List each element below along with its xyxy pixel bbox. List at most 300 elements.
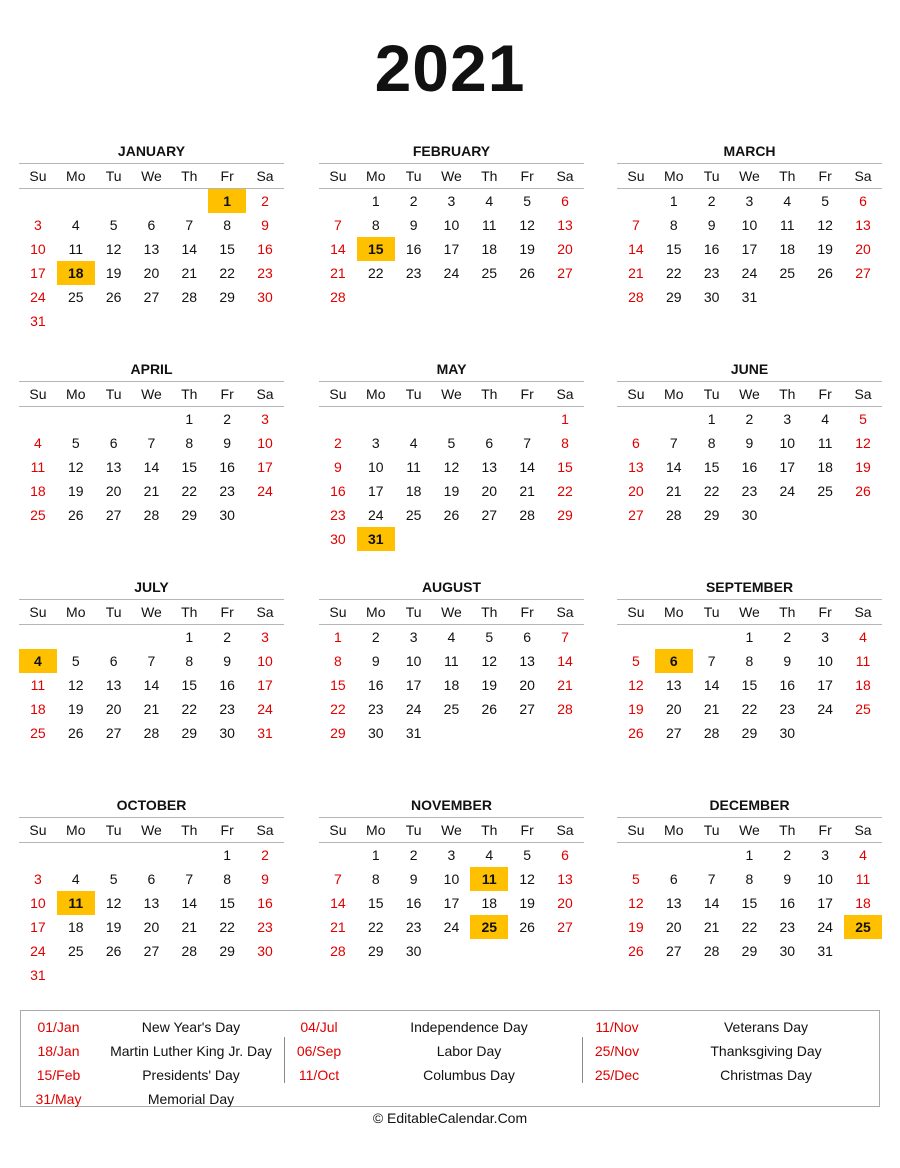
day-cell: 10 xyxy=(443,217,460,233)
day-cell: 1 xyxy=(223,847,232,863)
day-cell: 13 xyxy=(628,459,644,475)
day-cell: 28 xyxy=(330,943,346,959)
empty-cell xyxy=(546,527,584,551)
day-cell: 12 xyxy=(519,217,535,233)
day-cell: 15 xyxy=(703,459,720,475)
day-cell: 9 xyxy=(261,217,269,233)
day-cell: 22 xyxy=(557,483,573,499)
day-cell: 5 xyxy=(71,653,80,669)
day-cell: 8 xyxy=(185,435,194,451)
week-row xyxy=(19,915,284,939)
day-cell: 30 xyxy=(703,289,720,305)
day-cell: 25 xyxy=(30,725,46,741)
month-name: JANUARY xyxy=(19,139,284,164)
empty-cell xyxy=(19,843,57,868)
day-cell: 4 xyxy=(409,435,418,451)
day-cell: 7 xyxy=(147,435,156,451)
day-cell: 8 xyxy=(745,871,754,887)
day-cell: 1 xyxy=(669,193,678,209)
empty-cell xyxy=(768,503,806,527)
weekday-header xyxy=(617,818,882,843)
day-cell: 9 xyxy=(783,653,792,669)
day-cell: 23 xyxy=(779,701,796,717)
day-cell: 24 xyxy=(257,483,273,499)
month-table xyxy=(319,382,584,551)
day-cell: 21 xyxy=(703,919,720,935)
week-row xyxy=(19,455,284,479)
holiday-name: Christmas Day xyxy=(720,1067,812,1083)
day-cell: 5 xyxy=(447,435,456,451)
empty-cell xyxy=(319,843,357,868)
day-cell: 2 xyxy=(371,629,380,645)
week-row xyxy=(19,189,284,214)
empty-cell xyxy=(246,309,284,333)
week-row xyxy=(617,261,882,285)
day-cell: 25 xyxy=(67,289,84,305)
day-cell: 23 xyxy=(330,507,346,523)
day-cell: 9 xyxy=(261,871,269,887)
day-cell: 3 xyxy=(409,629,418,645)
weekday-label: Mo xyxy=(66,604,86,620)
day-cell: 25 xyxy=(405,507,422,523)
weekday-label: Th xyxy=(779,168,796,184)
day-cell: 22 xyxy=(181,701,198,717)
day-cell: 31 xyxy=(817,943,833,959)
day-cell: 26 xyxy=(67,507,84,523)
day-cell: 13 xyxy=(105,459,122,475)
month-name: JULY xyxy=(19,575,284,600)
month-table xyxy=(19,382,284,527)
weekday-label: Tu xyxy=(405,604,422,620)
week-row xyxy=(617,407,882,432)
weekday-label: Tu xyxy=(405,168,422,184)
empty-cell xyxy=(508,527,546,551)
day-cell: 29 xyxy=(181,507,198,523)
day-cell: 11 xyxy=(817,435,833,451)
day-cell: 27 xyxy=(557,265,573,281)
empty-cell xyxy=(19,407,57,432)
weekday-label: Sa xyxy=(854,386,872,402)
day-cell: 16 xyxy=(405,895,422,911)
weekday-label: Sa xyxy=(556,822,574,838)
day-cell: 3 xyxy=(821,629,830,645)
holiday-day-cell: 18 xyxy=(57,261,95,285)
day-cell: 6 xyxy=(561,193,569,209)
weekday-label: We xyxy=(141,386,162,402)
day-cell: 21 xyxy=(628,265,644,281)
empty-cell xyxy=(617,407,655,432)
day-cell: 21 xyxy=(519,483,535,499)
day-cell: 5 xyxy=(71,435,80,451)
day-cell: 25 xyxy=(67,943,84,959)
month-january xyxy=(19,139,284,333)
empty-cell xyxy=(617,189,655,214)
weekday-label: We xyxy=(739,386,760,402)
day-cell: 27 xyxy=(105,507,122,523)
day-cell: 1 xyxy=(185,629,194,645)
day-cell: 5 xyxy=(523,193,532,209)
day-cell: 8 xyxy=(745,653,754,669)
weekday-label: Fr xyxy=(818,822,832,838)
weekday-label: Sa xyxy=(556,386,574,402)
day-cell: 22 xyxy=(219,265,235,281)
week-row xyxy=(19,479,284,503)
day-cell: 14 xyxy=(181,895,198,911)
day-cell: 10 xyxy=(817,871,833,887)
day-cell: 19 xyxy=(817,241,833,257)
empty-cell xyxy=(508,407,546,432)
day-cell: 16 xyxy=(779,895,796,911)
weekday-label: Mo xyxy=(366,168,386,184)
day-cell: 15 xyxy=(181,459,198,475)
week-row xyxy=(617,939,882,963)
weekday-label: Sa xyxy=(854,822,872,838)
weekday-header xyxy=(617,382,882,407)
month-name: APRIL xyxy=(19,357,284,382)
day-cell: 28 xyxy=(143,507,160,523)
day-cell: 29 xyxy=(330,725,346,741)
day-cell: 30 xyxy=(219,507,235,523)
month-june xyxy=(617,357,882,527)
weekday-label: We xyxy=(441,822,462,838)
weekday-label: Tu xyxy=(405,822,422,838)
day-cell: 4 xyxy=(485,193,494,209)
day-cell: 29 xyxy=(181,725,198,741)
day-cell: 13 xyxy=(105,677,122,693)
month-table xyxy=(19,818,284,987)
weekday-label: Sa xyxy=(854,168,872,184)
weekday-label: Th xyxy=(181,168,198,184)
week-row xyxy=(319,261,584,285)
day-cell: 2 xyxy=(783,847,792,863)
empty-cell xyxy=(617,843,655,868)
day-cell: 7 xyxy=(185,871,194,887)
week-row xyxy=(19,843,284,868)
day-cell: 12 xyxy=(817,217,833,233)
day-cell: 14 xyxy=(330,241,346,257)
day-cell: 17 xyxy=(741,241,758,257)
holiday-day-cell: 4 xyxy=(19,649,57,673)
weekday-label: Sa xyxy=(556,604,574,620)
day-cell: 14 xyxy=(519,459,535,475)
empty-cell xyxy=(95,309,133,333)
holiday-date: 04/Jul xyxy=(300,1019,338,1035)
day-cell: 18 xyxy=(405,483,422,499)
holiday-day-cell: 15 xyxy=(357,237,395,261)
day-cell: 9 xyxy=(223,435,232,451)
day-cell: 9 xyxy=(745,435,754,451)
day-cell: 24 xyxy=(817,701,833,717)
day-cell: 24 xyxy=(30,289,46,305)
weekday-label: Su xyxy=(627,168,645,184)
day-cell: 23 xyxy=(405,265,422,281)
day-cell: 17 xyxy=(367,483,384,499)
day-cell: 19 xyxy=(855,459,871,475)
month-name: DECEMBER xyxy=(617,793,882,818)
day-cell: 23 xyxy=(405,919,422,935)
week-row xyxy=(319,503,584,527)
day-cell: 27 xyxy=(628,507,644,523)
day-cell: 20 xyxy=(855,241,871,257)
day-cell: 16 xyxy=(219,677,235,693)
day-cell: 29 xyxy=(703,507,720,523)
day-cell: 15 xyxy=(665,241,682,257)
day-cell: 14 xyxy=(143,459,160,475)
empty-cell xyxy=(95,189,133,214)
day-cell: 20 xyxy=(105,701,122,717)
day-cell: 19 xyxy=(519,241,535,257)
weekday-header xyxy=(19,164,284,189)
week-row xyxy=(319,939,584,963)
week-row xyxy=(319,479,584,503)
weekday-label: Su xyxy=(627,604,645,620)
day-cell: 8 xyxy=(223,217,232,233)
day-cell: 12 xyxy=(443,459,460,475)
day-cell: 24 xyxy=(443,265,460,281)
weekday-label: Su xyxy=(29,386,47,402)
week-row xyxy=(19,697,284,721)
day-cell: 19 xyxy=(67,701,84,717)
day-cell: 24 xyxy=(30,943,46,959)
empty-cell xyxy=(806,285,844,309)
day-cell: 25 xyxy=(30,507,46,523)
holiday-day-cell: 6 xyxy=(655,649,693,673)
day-cell: 10 xyxy=(741,217,758,233)
day-cell: 4 xyxy=(447,629,456,645)
week-row xyxy=(617,843,882,868)
weekday-header xyxy=(319,818,584,843)
empty-cell xyxy=(395,407,433,432)
day-cell: 22 xyxy=(367,265,384,281)
day-cell: 10 xyxy=(779,435,796,451)
day-cell: 21 xyxy=(665,483,682,499)
week-row xyxy=(19,867,284,891)
day-cell: 19 xyxy=(105,919,122,935)
day-cell: 31 xyxy=(30,313,46,329)
empty-cell xyxy=(844,721,882,745)
month-name: MAY xyxy=(319,357,584,382)
week-row xyxy=(19,625,284,650)
day-cell: 14 xyxy=(330,895,346,911)
week-row xyxy=(617,285,882,309)
day-cell: 28 xyxy=(557,701,573,717)
month-october xyxy=(19,793,284,987)
day-cell: 18 xyxy=(67,919,84,935)
week-row xyxy=(617,721,882,745)
weekday-label: We xyxy=(739,168,760,184)
day-cell: 14 xyxy=(703,677,720,693)
holiday-date: 31/May xyxy=(35,1091,82,1107)
holiday-date: 18/Jan xyxy=(37,1043,80,1059)
day-cell: 24 xyxy=(405,701,422,717)
week-row xyxy=(617,213,882,237)
day-cell: 18 xyxy=(817,459,833,475)
day-cell: 15 xyxy=(219,895,235,911)
empty-cell xyxy=(133,963,171,987)
empty-cell xyxy=(133,843,171,868)
day-cell: 29 xyxy=(219,943,235,959)
week-row xyxy=(319,721,584,745)
empty-cell xyxy=(508,285,546,309)
day-cell: 4 xyxy=(821,411,830,427)
week-row xyxy=(617,431,882,455)
day-cell: 5 xyxy=(109,217,118,233)
week-row xyxy=(319,285,584,309)
day-cell: 19 xyxy=(628,701,644,717)
day-cell: 26 xyxy=(628,725,644,741)
weekday-label: We xyxy=(141,604,162,620)
day-cell: 2 xyxy=(223,629,232,645)
weekday-label: Mo xyxy=(366,604,386,620)
day-cell: 6 xyxy=(109,435,118,451)
weekday-label: Th xyxy=(779,604,796,620)
weekday-label: Sa xyxy=(256,604,274,620)
holiday-date: 11/Nov xyxy=(595,1019,639,1035)
holiday-name: New Year's Day xyxy=(141,1019,241,1035)
day-cell: 5 xyxy=(632,653,640,669)
day-cell: 9 xyxy=(223,653,232,669)
day-cell: 20 xyxy=(519,677,535,693)
weekday-label: Tu xyxy=(105,168,122,184)
weekday-label: Sa xyxy=(256,822,274,838)
day-cell: 20 xyxy=(628,483,644,499)
day-cell: 26 xyxy=(67,725,84,741)
weekday-label: Th xyxy=(481,168,498,184)
empty-cell xyxy=(170,843,208,868)
holiday-date: 15/Feb xyxy=(36,1067,81,1083)
month-name: AUGUST xyxy=(319,575,584,600)
day-cell: 17 xyxy=(779,459,796,475)
day-cell: 24 xyxy=(367,507,384,523)
day-cell: 11 xyxy=(855,653,871,669)
day-cell: 3 xyxy=(261,629,269,645)
day-cell: 30 xyxy=(779,943,796,959)
holiday-day-cell: 25 xyxy=(844,915,882,939)
month-may xyxy=(319,357,584,551)
day-cell: 18 xyxy=(481,241,498,257)
day-cell: 30 xyxy=(219,725,235,741)
month-table xyxy=(19,164,284,333)
holiday-date: 06/Sep xyxy=(296,1043,342,1059)
day-cell: 28 xyxy=(519,507,535,523)
holiday-day-cell: 25 xyxy=(470,915,508,939)
day-cell: 15 xyxy=(367,895,384,911)
empty-cell xyxy=(546,939,584,963)
day-cell: 21 xyxy=(330,265,346,281)
weekday-label: Tu xyxy=(405,386,422,402)
day-cell: 19 xyxy=(519,895,535,911)
day-cell: 4 xyxy=(34,435,42,451)
day-cell: 25 xyxy=(817,483,833,499)
week-row xyxy=(19,431,284,455)
weekday-label: Tu xyxy=(703,168,720,184)
day-cell: 13 xyxy=(557,871,573,887)
day-cell: 6 xyxy=(632,435,640,451)
week-row xyxy=(319,867,584,891)
empty-cell xyxy=(95,625,133,650)
weekday-label: Tu xyxy=(703,386,720,402)
day-cell: 17 xyxy=(817,677,833,693)
day-cell: 26 xyxy=(817,265,833,281)
weekday-label: Tu xyxy=(703,604,720,620)
day-cell: 16 xyxy=(257,895,273,911)
weekday-header xyxy=(319,164,584,189)
empty-cell xyxy=(433,939,471,963)
weekday-label: Su xyxy=(29,822,47,838)
day-cell: 17 xyxy=(405,677,422,693)
day-cell: 10 xyxy=(257,653,273,669)
day-cell: 1 xyxy=(707,411,716,427)
empty-cell xyxy=(470,721,508,745)
day-cell: 17 xyxy=(443,241,460,257)
week-row xyxy=(19,261,284,285)
day-cell: 11 xyxy=(780,217,795,233)
month-table xyxy=(319,600,584,745)
day-cell: 23 xyxy=(779,919,796,935)
day-cell: 28 xyxy=(703,725,720,741)
day-cell: 8 xyxy=(223,871,232,887)
day-cell: 28 xyxy=(143,725,160,741)
week-row xyxy=(617,697,882,721)
week-row xyxy=(319,649,584,673)
day-cell: 20 xyxy=(105,483,122,499)
day-cell: 3 xyxy=(745,193,754,209)
week-row xyxy=(617,891,882,915)
weekday-label: Mo xyxy=(664,822,684,838)
day-cell: 14 xyxy=(703,895,720,911)
day-cell: 8 xyxy=(185,653,194,669)
day-cell: 17 xyxy=(30,919,46,935)
weekday-label: Th xyxy=(181,604,198,620)
weekday-label: Su xyxy=(627,822,645,838)
week-row xyxy=(19,673,284,697)
day-cell: 9 xyxy=(409,871,418,887)
day-cell: 3 xyxy=(447,193,456,209)
day-cell: 31 xyxy=(741,289,758,305)
day-cell: 5 xyxy=(485,629,494,645)
day-cell: 5 xyxy=(523,847,532,863)
holiday-date: 25/Dec xyxy=(594,1067,640,1083)
day-cell: 15 xyxy=(741,677,758,693)
day-cell: 17 xyxy=(30,265,46,281)
day-cell: 5 xyxy=(632,871,640,887)
day-cell: 30 xyxy=(741,507,758,523)
empty-cell xyxy=(95,407,133,432)
month-december xyxy=(617,793,882,963)
day-cell: 14 xyxy=(181,241,198,257)
week-row xyxy=(19,407,284,432)
weekday-label: Tu xyxy=(703,822,720,838)
month-name: JUNE xyxy=(617,357,882,382)
day-cell: 16 xyxy=(219,459,235,475)
holiday-legend xyxy=(20,1010,880,1107)
weekday-label: Mo xyxy=(66,386,86,402)
day-cell: 8 xyxy=(561,435,569,451)
weekday-label: Fr xyxy=(220,168,234,184)
day-cell: 12 xyxy=(481,653,498,669)
weekday-label: Su xyxy=(29,604,47,620)
day-cell: 12 xyxy=(628,895,644,911)
day-cell: 29 xyxy=(665,289,682,305)
holiday-name: Memorial Day xyxy=(147,1091,235,1107)
day-cell: 17 xyxy=(257,677,273,693)
empty-cell xyxy=(208,963,246,987)
day-cell: 16 xyxy=(703,241,720,257)
day-cell: 24 xyxy=(443,919,460,935)
weekday-label: Fr xyxy=(818,386,832,402)
empty-cell xyxy=(617,625,655,650)
weekday-label: Tu xyxy=(105,386,122,402)
